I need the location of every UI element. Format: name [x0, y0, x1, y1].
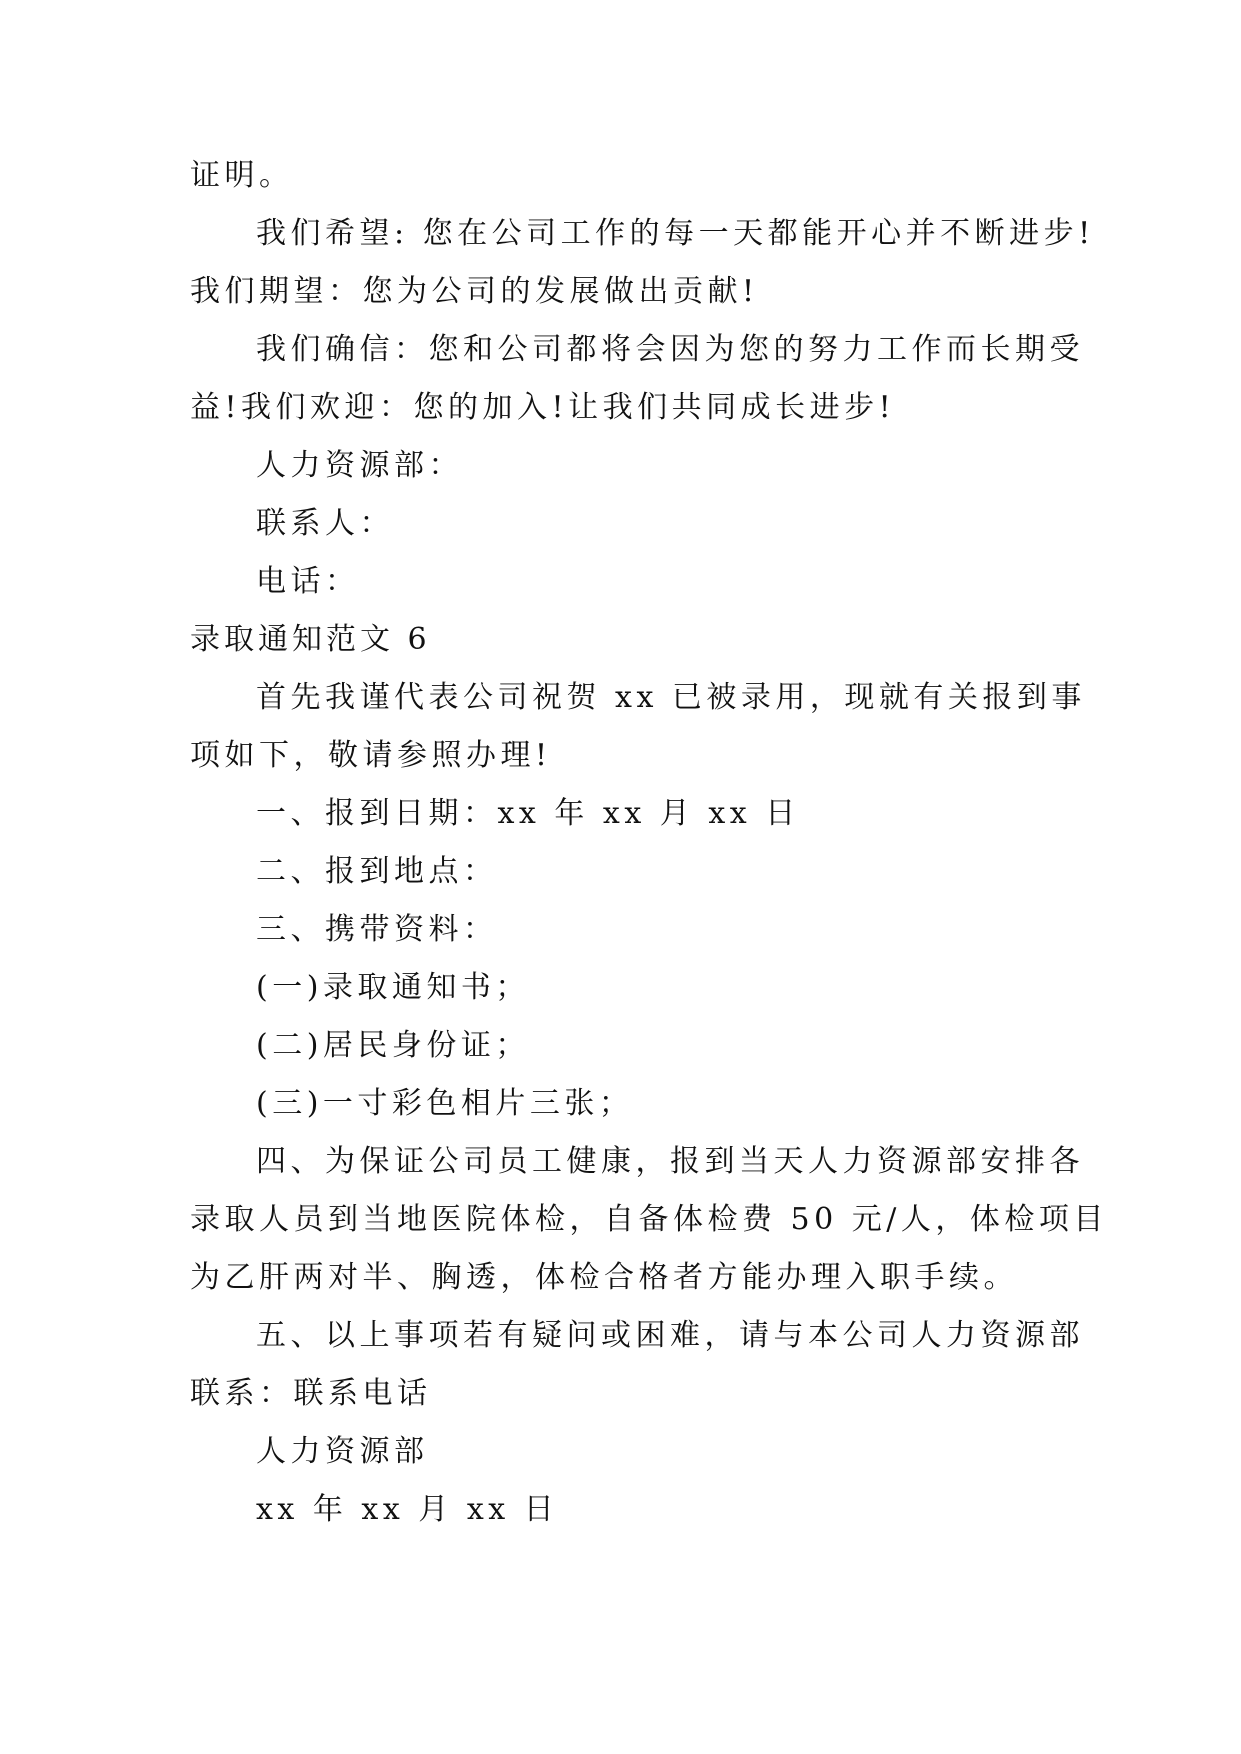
paragraph-line: 项如下，敬请参照办理! [190, 738, 552, 773]
phone-label: 电话： [256, 564, 360, 599]
paragraph-line: 录取人员到当地医院体检，自备体检费 50 元/人，体检项目 [190, 1202, 1108, 1237]
hr-department-label: 人力资源部： [256, 448, 463, 483]
report-location-item: 二、报到地点： [256, 854, 498, 889]
paragraph-line: 证明。 [190, 158, 294, 193]
contact-person-label: 联系人： [256, 506, 394, 541]
signature-date: xx 年 xx 月 xx 日 [256, 1492, 559, 1527]
paragraph-line: 我们希望: 您在公司工作的每一天都能开心并不断进步! [256, 216, 1095, 251]
paragraph-line: 四、为保证公司员工健康，报到当天人力资源部安排各 [256, 1144, 1084, 1179]
report-date-item: 一、报到日期：xx 年 xx 月 xx 日 [256, 796, 800, 831]
paragraph-line: 首先我谨代表公司祝贺 xx 已被录用，现就有关报到事 [256, 680, 1086, 715]
section-heading: 录取通知范文 6 [190, 622, 431, 657]
paragraph-line: 我们确信：您和公司都将会因为您的努力工作而长期受 [256, 332, 1084, 367]
document-body [190, 158, 1108, 1550]
materials-subitem: (二)居民身份证； [256, 1028, 530, 1063]
materials-item: 三、携带资料： [256, 912, 498, 947]
paragraph-line: 益!我们欢迎：您的加入!让我们共同成长进步! [190, 390, 896, 425]
paragraph-line: 五、以上事项若有疑问或困难，请与本公司人力资源部 [256, 1318, 1084, 1353]
materials-subitem: (一)录取通知书； [256, 970, 530, 1005]
paragraph-line: 为乙肝两对半、胸透，体检合格者方能办理入职手续。 [190, 1260, 1018, 1295]
paragraph-line: 联系：联系电话 [190, 1376, 432, 1411]
materials-subitem: (三)一寸彩色相片三张； [256, 1086, 634, 1121]
paragraph-line: 我们期望：您为公司的发展做出贡献! [190, 274, 759, 309]
signature-department: 人力资源部 [256, 1434, 429, 1469]
